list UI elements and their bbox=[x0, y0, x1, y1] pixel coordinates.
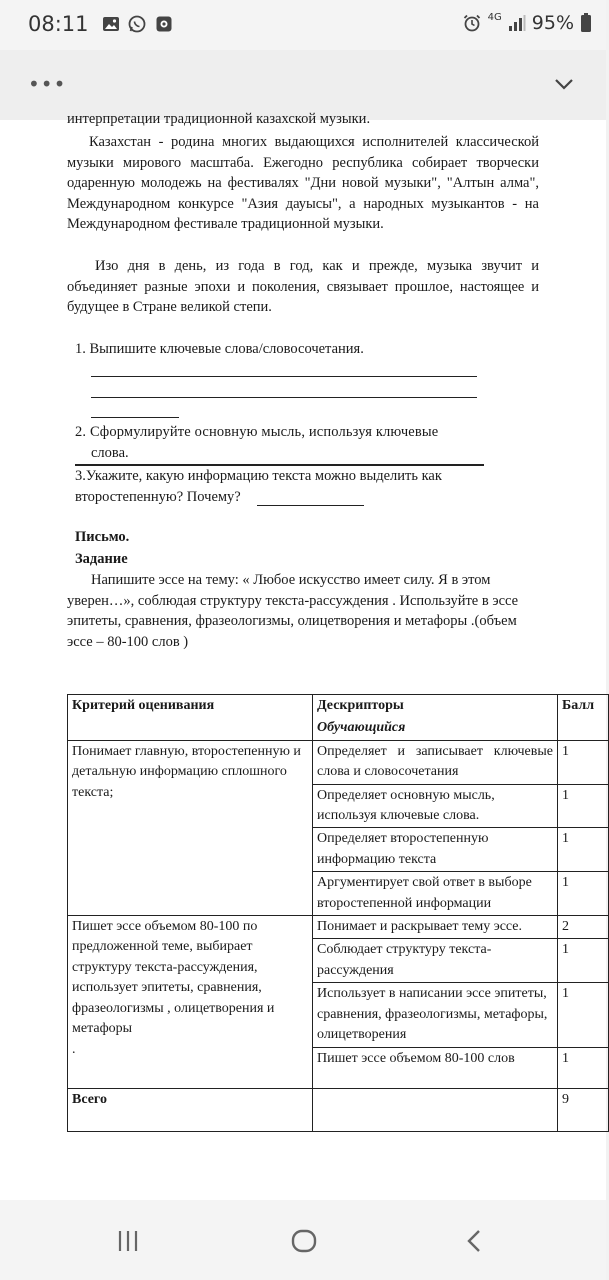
question-2-cont: слова. bbox=[91, 445, 129, 461]
task-heading: Задание bbox=[75, 551, 128, 567]
score-cell: 1 bbox=[558, 1047, 609, 1088]
score-cell: 1 bbox=[558, 828, 609, 872]
question-3: 3.Укажите, какую информацию текста можно выделить как bbox=[75, 468, 442, 484]
home-icon[interactable] bbox=[291, 1228, 317, 1254]
status-bar bbox=[0, 0, 606, 50]
task-text: Напишите эссе на тему: « Любое искусство имеет силу. Я в этом уверен…», соблюдая структуру текста-рассуждения . Используйте в эссе эпитеты, сравнения, фразеологизмы, олицетворения и метафоры .(объем эссе – 80-100 слов ) bbox=[67, 572, 519, 650]
criterion-1: Понимает главную, второстепенную и детальную информацию сплошного текста; bbox=[68, 740, 313, 915]
descriptor-cell: Аргументирует свой ответ в выборе второстепенной информации bbox=[313, 872, 558, 916]
gallery-icon bbox=[102, 15, 120, 33]
battery-icon bbox=[580, 13, 592, 33]
navigation-bar bbox=[0, 1200, 606, 1280]
table-row bbox=[68, 916, 609, 939]
question-1: 1. Выпишите ключевые слова/словосочетания. bbox=[75, 341, 364, 357]
answer-line bbox=[91, 397, 477, 398]
descriptor-cell: Пишет эссе объемом 80-100 слов bbox=[313, 1047, 558, 1088]
document-page bbox=[0, 111, 606, 1200]
paragraph-kazakhstan: Казахстан - родина многих выдающихся исполнителей классической музыки мирового масштаба. Ежегодно республика собирает творчески одаренную молодежь на фестивалях "Дни новой музыки", "Алтын алма", Международном конкурсе "Азия дауысы", а народных музыкантов - на Международном фестивале традиционной музыки. bbox=[67, 134, 539, 233]
score-cell: 1 bbox=[558, 983, 609, 1047]
paragraph-music: Изо дня в день, из года в год, как и прежде, музыка звучит и объединяет разные эпохи и поколения, связывает прошлое, настоящее и будущее в Стране великой степи. bbox=[67, 258, 539, 316]
descriptor-cell: Соблюдает структуру текста-рассуждения bbox=[313, 939, 558, 983]
assessment-table bbox=[67, 694, 609, 1132]
score-cell: 1 bbox=[558, 784, 609, 828]
descriptor-cell: Определяет и записывает ключевые слова и словосочетания bbox=[313, 740, 558, 784]
table-row bbox=[68, 740, 609, 784]
signal-icon bbox=[508, 14, 526, 32]
status-time: 08:11 bbox=[28, 12, 89, 36]
more-options-icon[interactable]: ••• bbox=[28, 72, 67, 96]
total-empty-cell bbox=[313, 1088, 558, 1131]
alarm-icon bbox=[462, 13, 482, 33]
criterion-2 bbox=[68, 916, 313, 1088]
score-cell: 1 bbox=[558, 939, 609, 983]
header-score: Балл bbox=[558, 695, 609, 741]
battery-percent: 95% bbox=[531, 12, 574, 34]
table-total-row bbox=[68, 1088, 609, 1131]
back-icon[interactable] bbox=[462, 1228, 488, 1254]
question-2: 2. Сформулируйте основную мысль, используя ключевые bbox=[75, 424, 439, 440]
question-3-cont: второстепенную? Почему? bbox=[75, 489, 241, 505]
whatsapp-icon bbox=[128, 15, 146, 33]
answer-line bbox=[75, 464, 484, 466]
total-score: 9 bbox=[558, 1088, 609, 1131]
score-cell: 1 bbox=[558, 872, 609, 916]
criterion-2-text: Пишет эссе объемом 80-100 по предложенной теме, выбирает структуру текста-рассуждения, использует эпитеты, сравнения, фразеологизмы , олицетворения и метафоры bbox=[72, 919, 275, 1037]
answer-line bbox=[257, 505, 364, 506]
recent-apps-icon[interactable] bbox=[115, 1228, 141, 1254]
viewer-top-bar bbox=[0, 50, 606, 120]
chevron-down-icon[interactable] bbox=[552, 72, 576, 96]
answer-line bbox=[91, 376, 477, 377]
score-cell: 2 bbox=[558, 916, 609, 939]
score-cell: 1 bbox=[558, 740, 609, 784]
network-type: 4G bbox=[487, 11, 502, 23]
answer-line bbox=[91, 417, 179, 418]
total-label: Всего bbox=[68, 1088, 313, 1131]
cut-off-line: интерпретации традиционной казахской музыки. bbox=[67, 111, 371, 127]
header-learner: Обучающийся bbox=[313, 717, 558, 740]
descriptor-cell: Использует в написании эссе эпитеты, сравнения, фразеологизмы, метафоры, олицетворения bbox=[313, 983, 558, 1047]
letter-heading: Письмо. bbox=[75, 529, 130, 545]
descriptor-cell: Определяет второстепенную информацию текста bbox=[313, 828, 558, 872]
header-criteria: Критерий оценивания bbox=[68, 695, 313, 741]
app-notification-icon bbox=[155, 15, 173, 33]
table-header-row bbox=[68, 695, 609, 718]
status-right-group bbox=[462, 12, 592, 34]
header-descriptors: Дескрипторы bbox=[313, 695, 558, 718]
descriptor-cell: Понимает и раскрывает тему эссе. bbox=[313, 916, 558, 939]
criterion-2-dot: . bbox=[72, 1041, 76, 1057]
descriptor-cell: Определяет основную мысль, используя ключевые слова. bbox=[313, 784, 558, 828]
